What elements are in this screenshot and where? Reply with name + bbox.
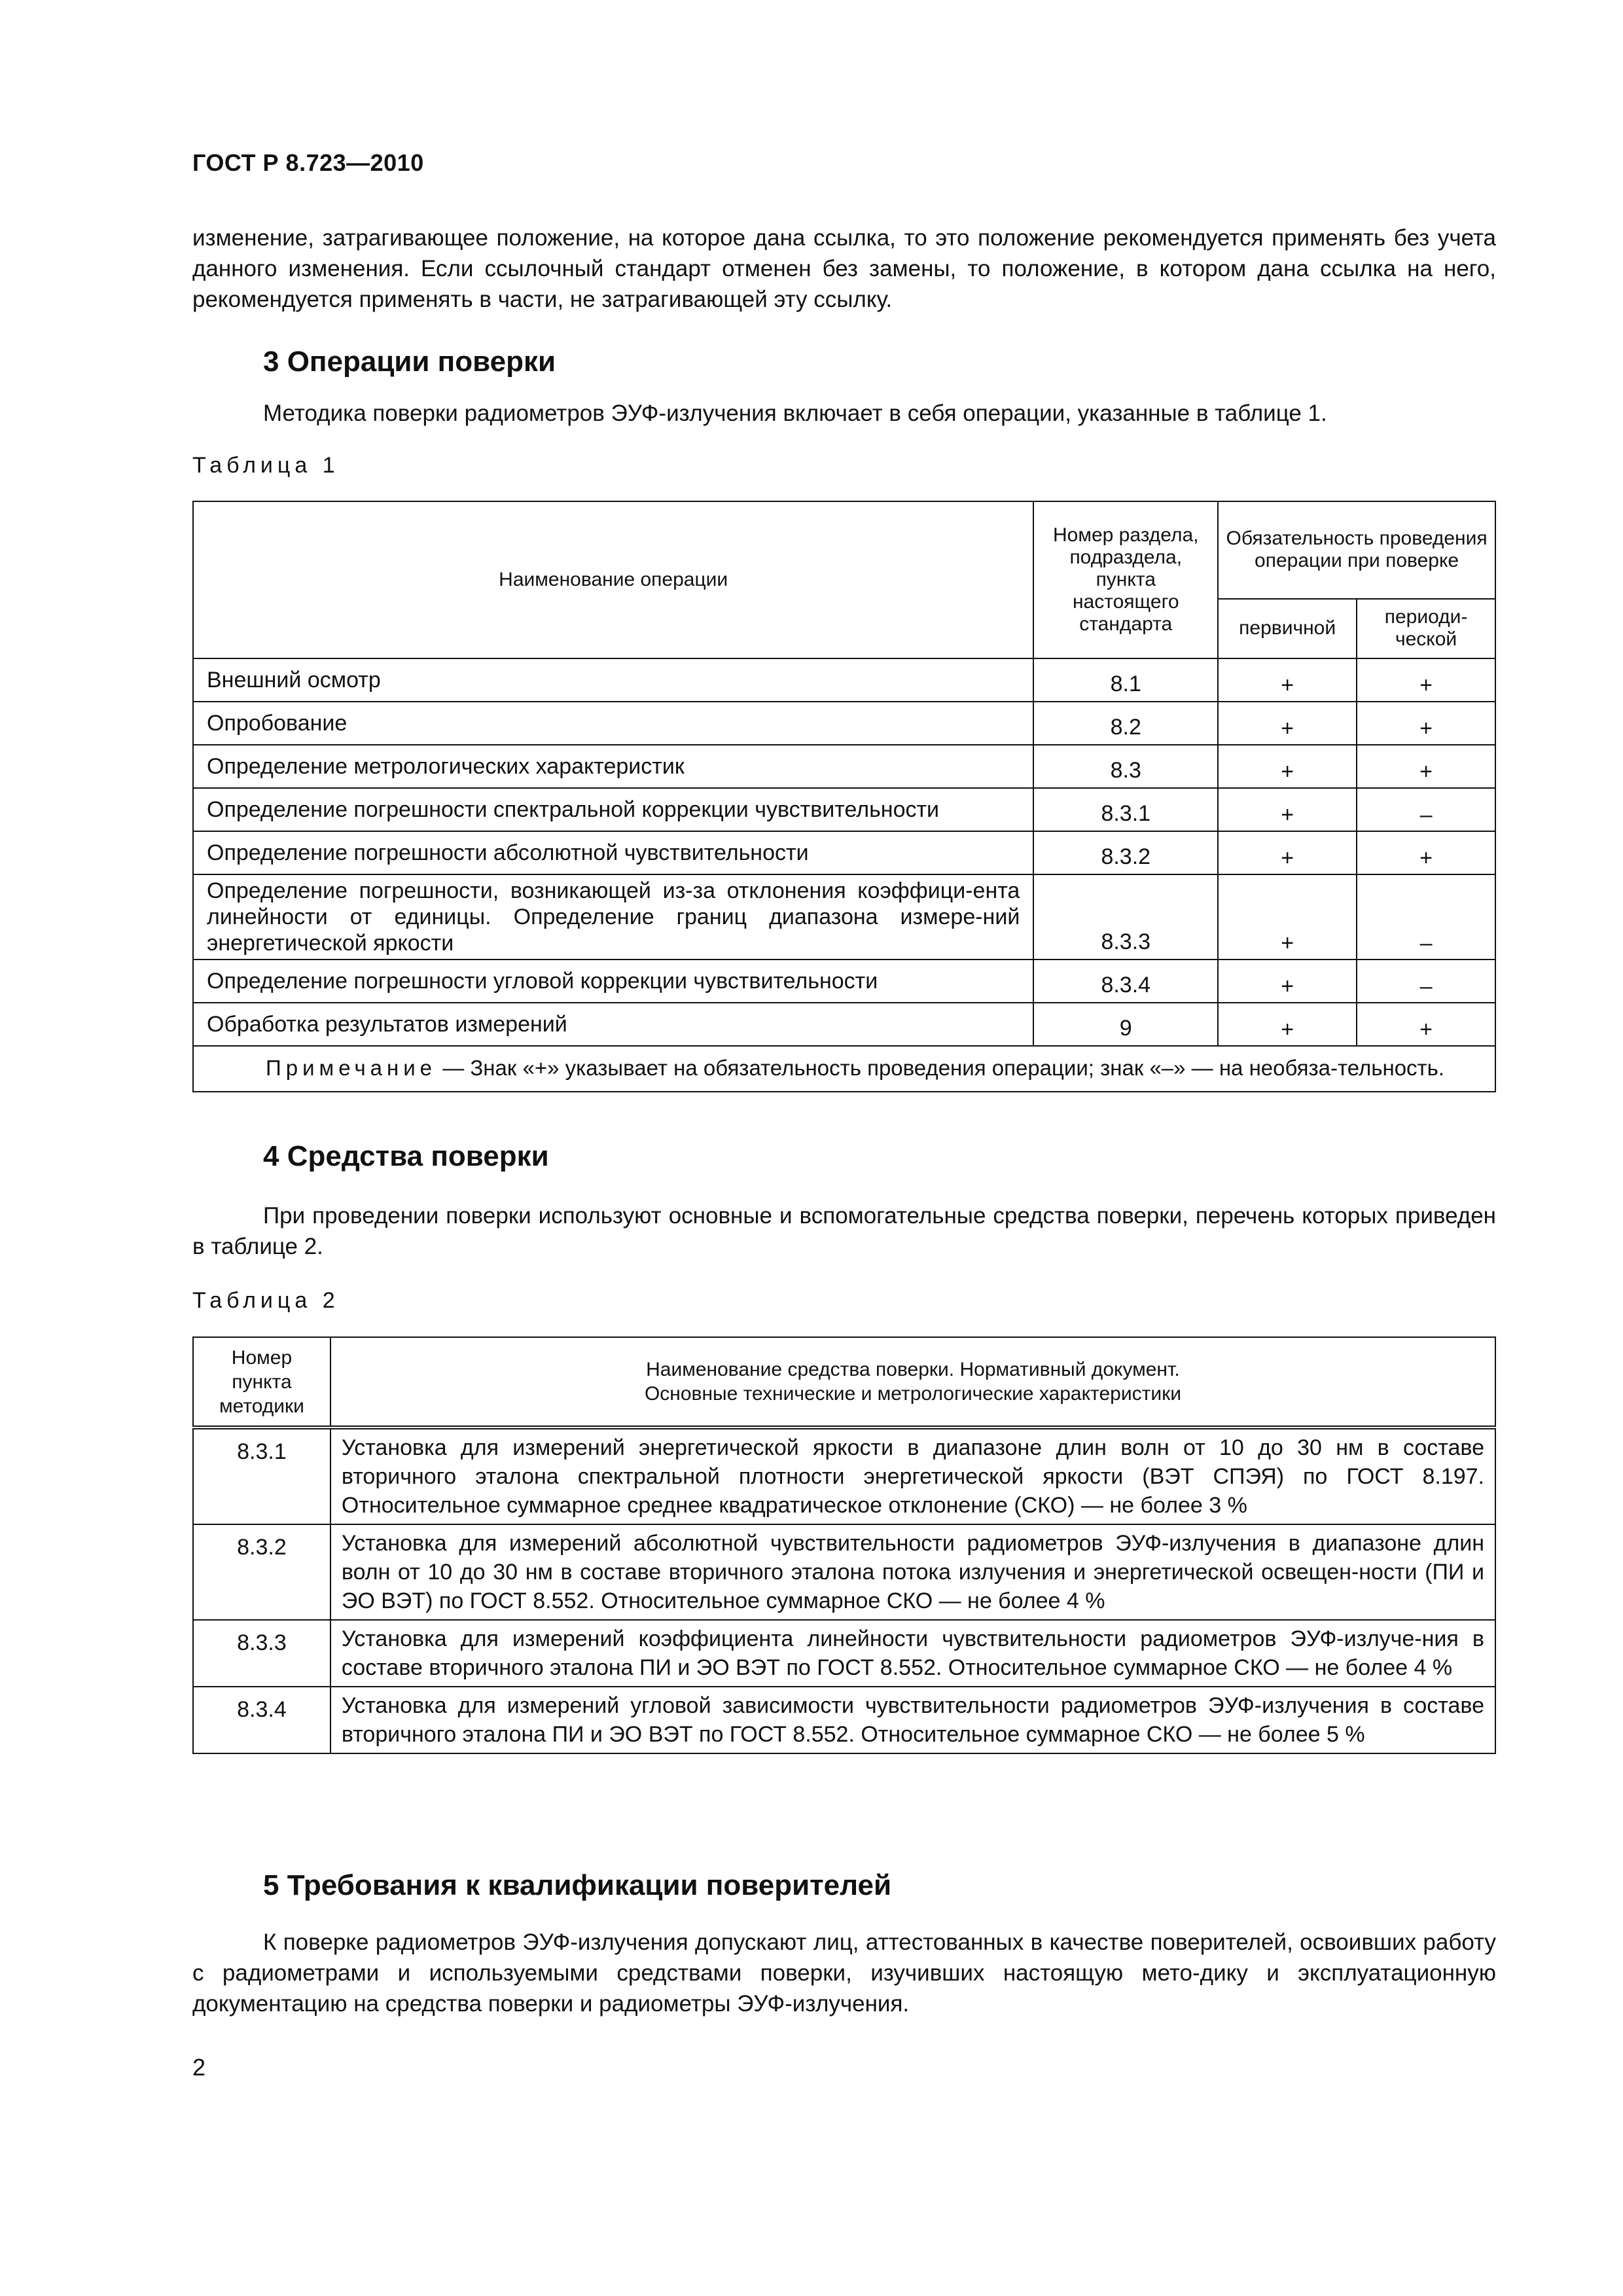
section-number: 8.3.4 (1033, 960, 1218, 1003)
table-1-note (193, 1046, 1495, 1092)
table-row (193, 831, 1495, 874)
equipment-description: Установка для измерений коэффициента линейности чувствительности радиометров ЭУФ-излуче-ния в составе вторичного эталона ПИ и ЭО ВЭТ по ГОСТ 8.552. Относительное суммарное СКО — не более 4 % (330, 1620, 1495, 1687)
section-number: 9 (1033, 1003, 1218, 1046)
table-2-caption: Таблица 2 (192, 1288, 340, 1313)
item-number: 8.3.1 (193, 1427, 330, 1524)
item-number: 8.3.3 (193, 1620, 330, 1687)
note-text: — Знак «+» указывает на обязательность проведения операции; знак «–» — на необяза-тельность. (442, 1056, 1445, 1080)
section-3-title: 3 Операции поверки (263, 346, 556, 378)
table-row (193, 745, 1495, 788)
section-number: 8.3.1 (1033, 788, 1218, 831)
primary-mark: + (1218, 788, 1357, 831)
periodic-mark: + (1357, 831, 1495, 874)
section-number: 8.3.2 (1033, 831, 1218, 874)
equipment-description: Установка для измерений абсолютной чувствительности радиометров ЭУФ-излучения в диапазоне длин волн от 10 до 30 нм в составе вторичного эталона потока излучения и энергетической освещен-ности (ПИ и ЭО ВЭТ) по ГОСТ 8.552. Относительное суммарное СКО — не более 4 % (330, 1524, 1495, 1620)
periodic-mark: + (1357, 1003, 1495, 1046)
equipment-description: Установка для измерений энергетической яркости в диапазоне длин волн от 10 до 30 нм в составе вторичного эталона спектральной плотности энергетической яркости (ВЭТ СПЭЯ) по ГОСТ 8.197. Относительное суммарное среднее квадратическое отклонение (СКО) — не более 3 % (330, 1427, 1495, 1524)
periodic-mark: + (1357, 745, 1495, 788)
operation-name: Обработка результатов измерений (193, 1003, 1033, 1046)
table-row (193, 788, 1495, 831)
table-1-caption: Таблица 1 (192, 453, 340, 478)
operation-name: Определение погрешности, возникающей из-за отклонения коэффици-ента линейности от единицы. Определение границ диапазона измере-ний энергетической яркости (193, 874, 1033, 960)
operation-name: Определение метрологических характеристик (193, 745, 1033, 788)
operation-name: Внешний осмотр (193, 658, 1033, 702)
primary-mark: + (1218, 745, 1357, 788)
header-operation: Наименование операции (193, 501, 1033, 658)
table-row (193, 1687, 1495, 1753)
section-4-text: При проведении поверки используют основные и вспомогательные средства поверки, перечень которых приведен в таблице 2. (192, 1203, 1496, 1259)
periodic-mark: + (1357, 658, 1495, 702)
primary-mark: + (1218, 831, 1357, 874)
table-row (193, 1427, 1495, 1524)
operation-name: Определение погрешности абсолютной чувствительности (193, 831, 1033, 874)
periodic-mark: – (1357, 788, 1495, 831)
primary-mark: + (1218, 874, 1357, 960)
primary-mark: + (1218, 658, 1357, 702)
table-row (193, 1003, 1495, 1046)
primary-mark: + (1218, 1003, 1357, 1046)
section-4-title: 4 Средства поверки (263, 1140, 549, 1172)
operation-name: Определение погрешности угловой коррекции чувствительности (193, 960, 1033, 1003)
table-row (193, 658, 1495, 702)
document-header: ГОСТ Р 8.723—2010 (192, 149, 424, 176)
header-number: Номер раздела, подраздела, пункта настоящего стандарта (1033, 501, 1218, 658)
section-3-text: Методика поверки радиометров ЭУФ-излучения включает в себя операции, указанные в таблице 1. (263, 401, 1327, 426)
equipment-description: Установка для измерений угловой зависимости чувствительности радиометров ЭУФ-излучения в составе вторичного эталона ПИ и ЭО ВЭТ по ГОСТ 8.552. Относительное суммарное СКО — не более 5 % (330, 1687, 1495, 1753)
section-number: 8.3 (1033, 745, 1218, 788)
header-line-2: Основные технические и метрологические характеристики (644, 1383, 1181, 1405)
operation-name: Опробование (193, 702, 1033, 745)
operations-table (192, 501, 1496, 1092)
table-row (193, 874, 1495, 960)
primary-mark: + (1218, 702, 1357, 745)
item-number: 8.3.4 (193, 1687, 330, 1753)
header-obligation: Обязательность проведения операции при поверке (1218, 501, 1495, 599)
item-number: 8.3.2 (193, 1524, 330, 1620)
page-number: 2 (192, 2054, 206, 2081)
section-5-title: 5 Требования к квалификации поверителей (263, 1869, 892, 1901)
table-row (193, 960, 1495, 1003)
table-row (193, 702, 1495, 745)
equipment-table (192, 1336, 1496, 1754)
periodic-mark: + (1357, 702, 1495, 745)
intro-paragraph: изменение, затрагивающее положение, на которое дана ссылка, то это положение рекомендуется применять без учета данного изменения. Если ссылочный стандарт отменен без замены, то положение, в котором дана ссылка на него, рекомендуется применять в части, не затрагивающей эту ссылку. (192, 225, 1496, 312)
header-primary: первичной (1218, 599, 1357, 658)
section-number: 8.1 (1033, 658, 1218, 702)
periodic-mark: – (1357, 874, 1495, 960)
table-row (193, 1620, 1495, 1687)
section-5-text: К поверке радиометров ЭУФ-излучения допускают лиц, аттестованных в качестве поверителей, освоивших работу с радиометрами и используемыми средствами поверки, изучивших настоящую мето-дику и эксплуатационную документацию на средства поверки и радиометры ЭУФ-излучения. (192, 1929, 1496, 2017)
operation-name: Определение погрешности спектральной коррекции чувствительности (193, 788, 1033, 831)
table-row (193, 1524, 1495, 1620)
header-line-1: Наименование средства поверки. Нормативный документ. (646, 1359, 1180, 1380)
header-item-number: Номер пункта методики (193, 1337, 330, 1427)
section-number: 8.2 (1033, 702, 1218, 745)
primary-mark: + (1218, 960, 1357, 1003)
header-periodic: периоди-ческой (1357, 599, 1495, 658)
note-label: Примечание (266, 1056, 437, 1080)
periodic-mark: – (1357, 960, 1495, 1003)
section-number: 8.3.3 (1033, 874, 1218, 960)
header-equipment-name (330, 1337, 1495, 1427)
